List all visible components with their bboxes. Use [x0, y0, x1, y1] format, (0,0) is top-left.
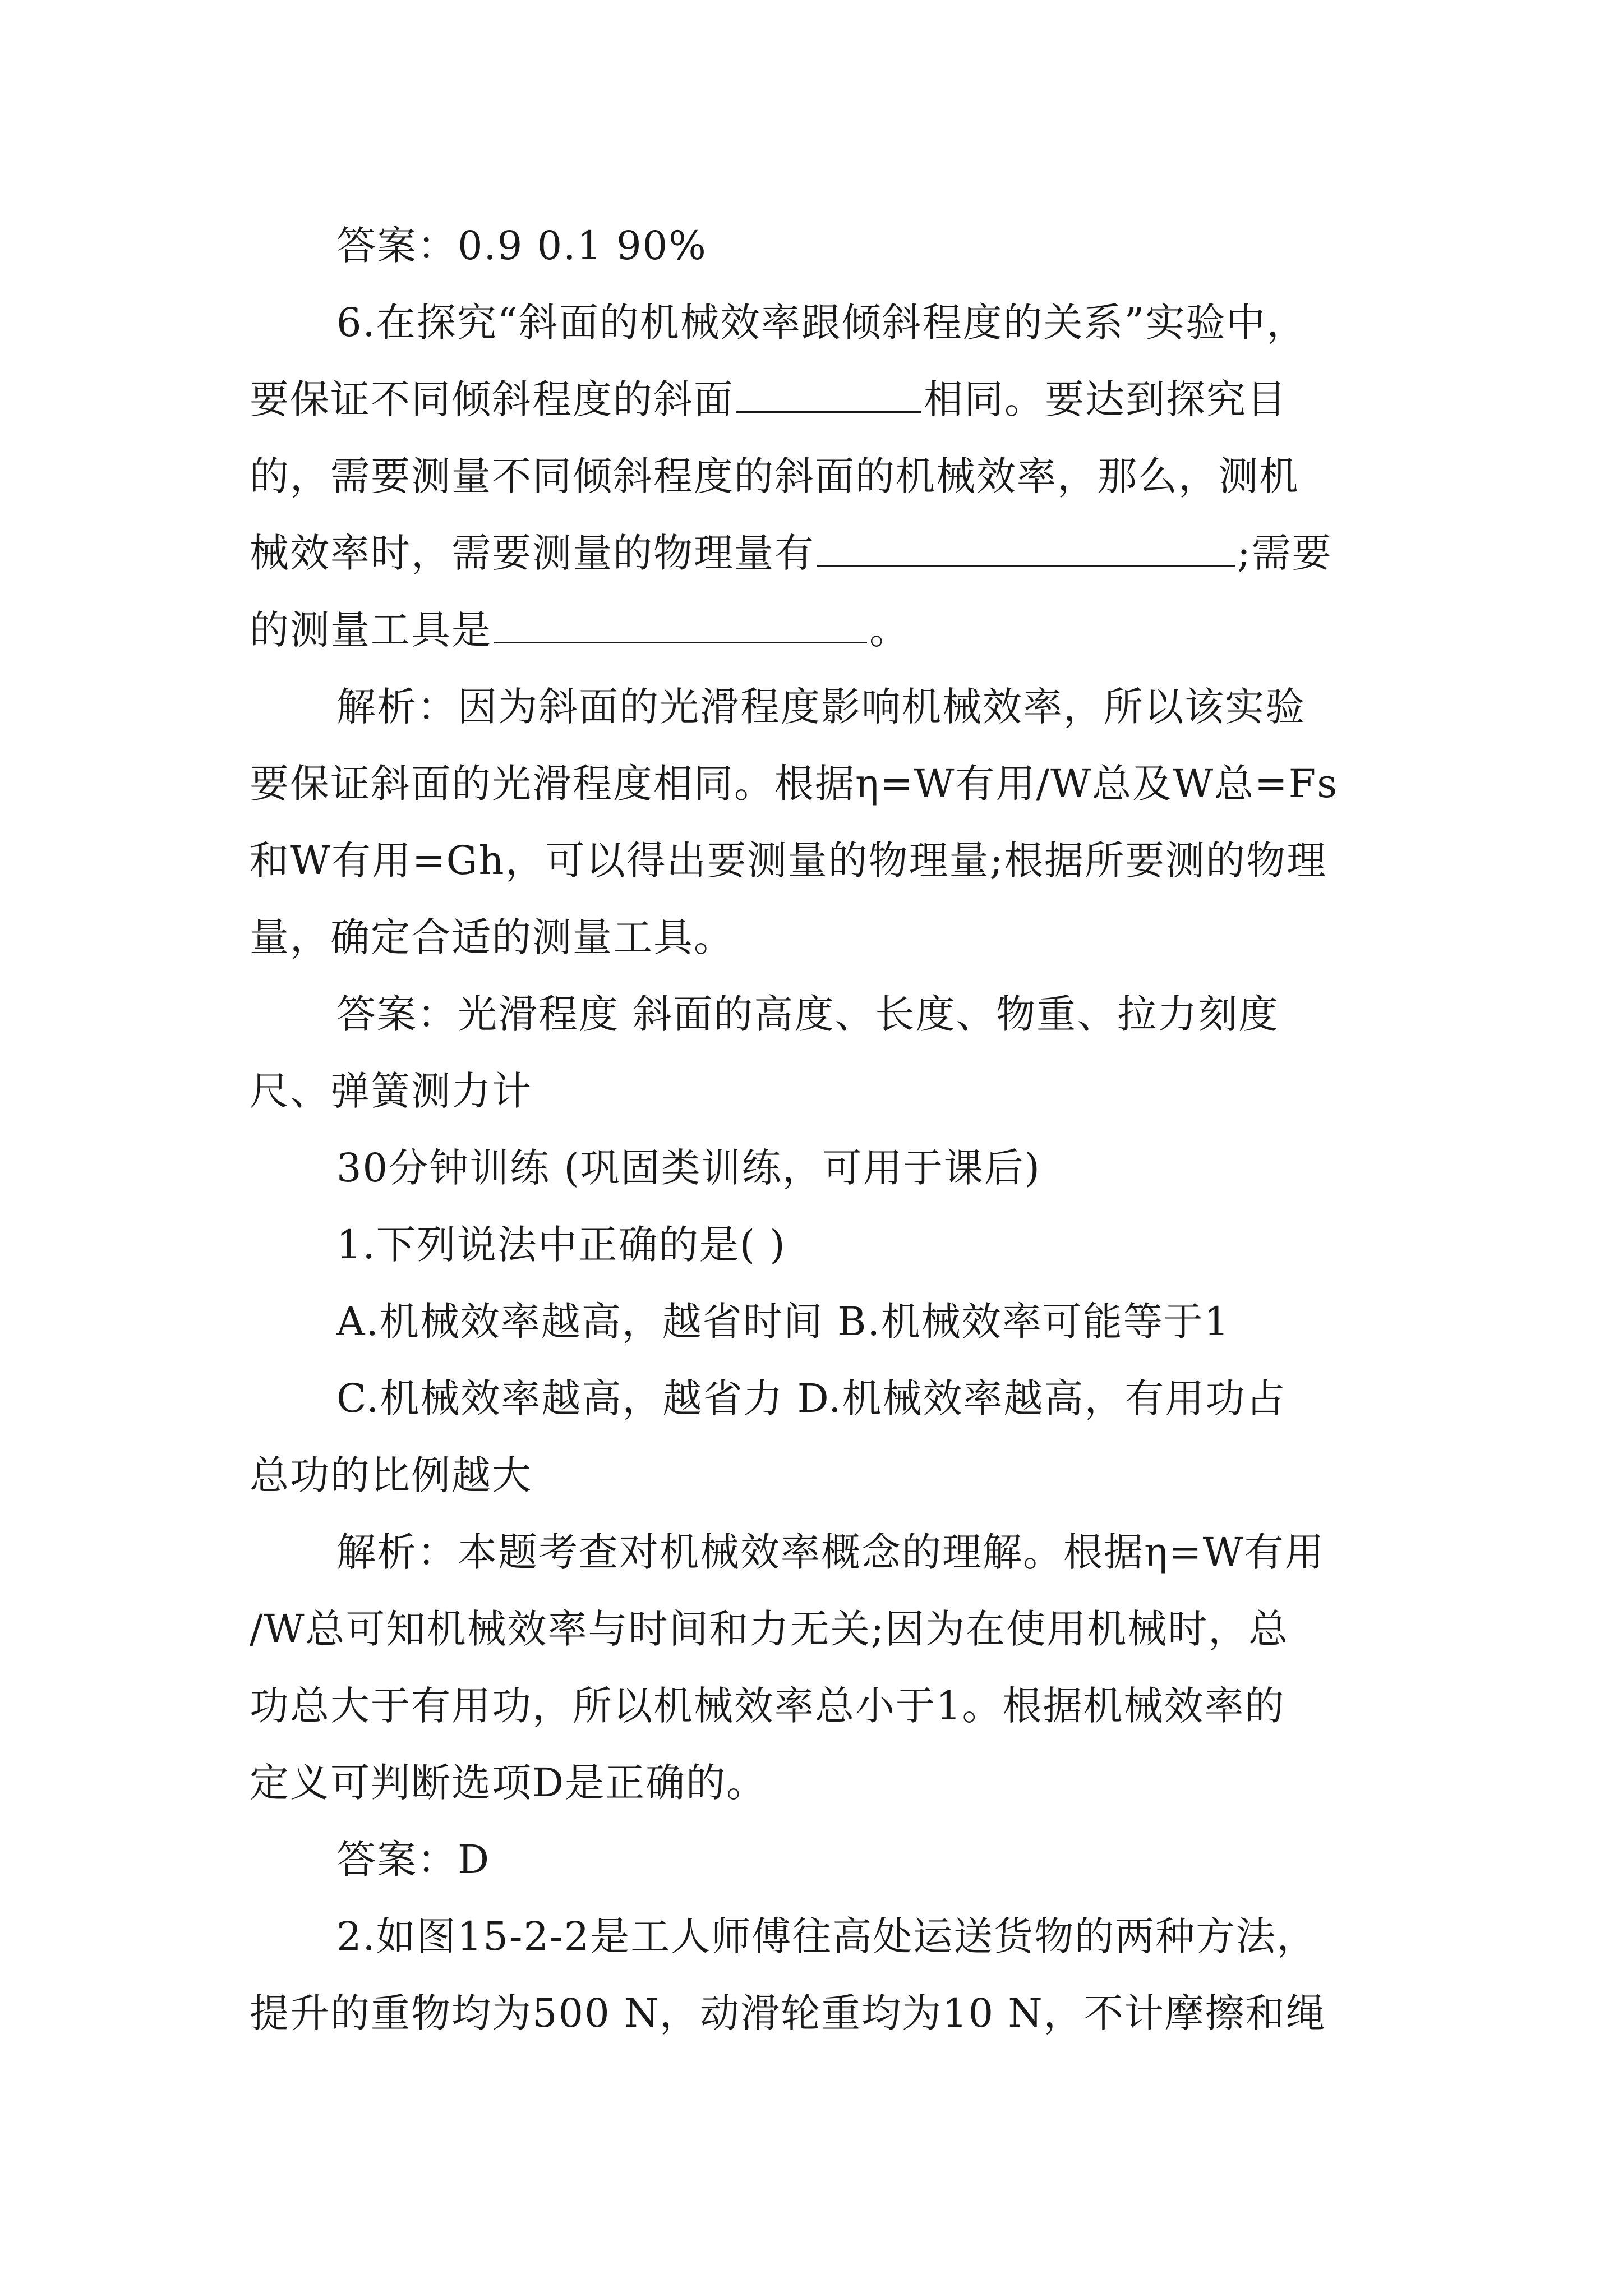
- question-1-stem: 1.下列说法中正确的是( ): [336, 1222, 786, 1268]
- question-2-line-2: 提升的重物均为500 N，动滑轮重均为10 N，不计摩擦和绳: [250, 1990, 1326, 2036]
- fill-blank-1: [736, 372, 921, 413]
- fill-blank-2: [817, 526, 1235, 567]
- analysis-q6-line-1: 解析：因为斜面的光滑程度影响机械效率，所以该实验: [336, 684, 1306, 730]
- question-6-line-5: [250, 592, 1388, 669]
- question-6-line-2-pre: 要保证不同倾斜程度的斜面: [250, 376, 734, 422]
- question-2-line-1: 2.如图15-2-2是工人师傅往高处运送货物的两种方法，: [336, 1913, 1317, 1959]
- fill-blank-3: [494, 602, 867, 643]
- question-6-line-1: 6.在探究“斜面的机械效率跟倾斜程度的关系”实验中，: [336, 300, 1307, 346]
- question-6-line-4: [250, 515, 1388, 592]
- question-6-line-2-post: 相同。要达到探究目: [924, 376, 1287, 422]
- analysis-q6-line-4: 量，确定合适的测量工具。: [250, 914, 734, 960]
- answer-q6-line-1: 答案：光滑程度 斜面的高度、长度、物重、拉力刻度: [336, 991, 1279, 1037]
- section-title: 30分钟训练 (巩固类训练，可用于课后): [336, 1145, 1041, 1191]
- analysis-q1-line-4: 定义可判断选项D是正确的。: [250, 1760, 767, 1806]
- question-6-line-5-post: 。: [869, 607, 910, 653]
- document-body: [250, 208, 1388, 2052]
- analysis-q1-line-3: 功总大于有用功，所以机械效率总小于1。根据机械效率的: [250, 1683, 1285, 1729]
- analysis-q1-line-2: /W总可知机械效率与时间和力无关;因为在使用机械时，总: [250, 1606, 1289, 1652]
- question-6-line-2: [250, 361, 1388, 438]
- analysis-q6-line-3: 和W有用=Gh，可以得出要测量的物理量;根据所要测的物理: [250, 838, 1327, 884]
- answer-q5: 答案：0.9 0.1 90%: [336, 223, 707, 269]
- question-6-line-3: 的，需要测量不同倾斜程度的斜面的机械效率，那么，测机: [250, 453, 1299, 499]
- question-6-line-4-pre: 械效率时，需要测量的物理量有: [250, 530, 815, 576]
- answer-q1: 答案：D: [336, 1837, 491, 1883]
- question-6-line-5-pre: 的测量工具是: [250, 607, 492, 653]
- question-1-options-line-1: A.机械效率越高，越省时间 B.机械效率可能等于1: [336, 1299, 1230, 1345]
- question-6-line-4-post: ;需要: [1237, 530, 1332, 576]
- analysis-q6-line-2: 要保证斜面的光滑程度相同。根据η=W有用/W总及W总=Fs: [250, 761, 1339, 807]
- answer-q6-line-2: 尺、弹簧测力计: [250, 1068, 532, 1114]
- question-1-options-line-2: C.机械效率越高，越省力 D.机械效率越高，有用功占: [336, 1375, 1287, 1421]
- question-1-options-line-3: 总功的比例越大: [250, 1452, 532, 1498]
- analysis-q1-line-1: 解析：本题考查对机械效率概念的理解。根据η=W有用: [336, 1529, 1325, 1575]
